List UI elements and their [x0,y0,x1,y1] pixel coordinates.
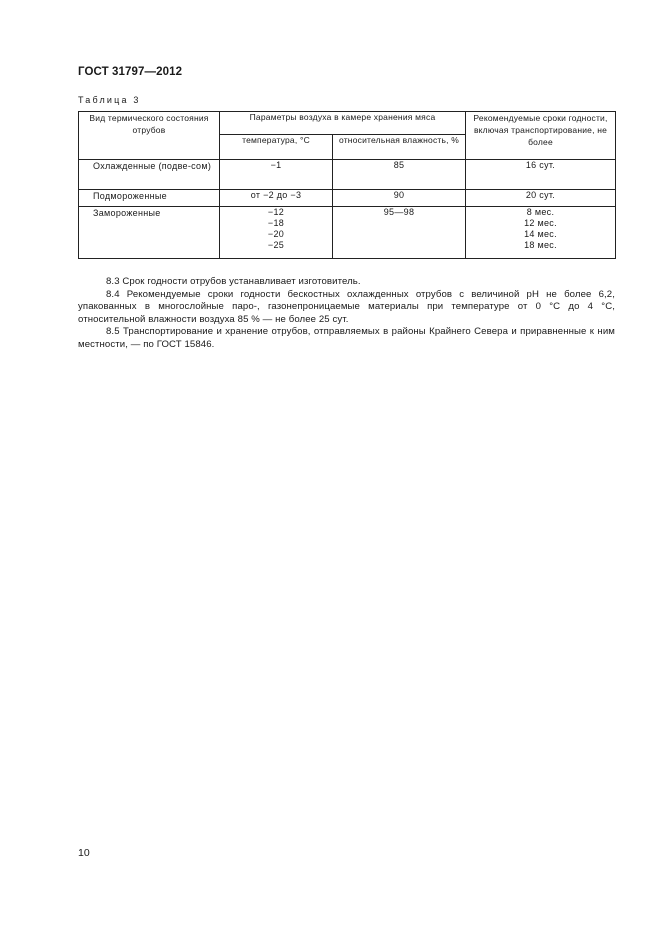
header-terms: Рекомендуемые сроки годности, включая транспортирование, не более [466,112,616,160]
header-params: Параметры воздуха в камере хранения мяса [220,112,466,135]
term-value: 18 мес. [524,240,557,250]
row-kind-cell [79,190,220,207]
row-kind: Охлажденные (подве-сом) [93,161,212,171]
term-value: 20 сут. [525,190,556,200]
temperature-value: −1 [270,160,282,170]
table-caption: Таблица 3 [78,95,141,105]
temperature-value: −12 [267,207,285,217]
paragraph-8-5: 8.5 Транспортирование и хранение отрубов, отправляемых в районы Крайнего Севера и приравненные к ним местности, — по ГОСТ 15846. [78,326,615,350]
row-kind-cell [79,207,220,259]
temperature-value: −18 [267,218,285,228]
paragraph-8-4: 8.4 Рекомендуемые сроки годности бескостных охлажденных отрубов с величиной pH не более 6,2, упакованных в многослойные паро-, газонепроницаемые материалы при температуре от 0 °С до 4 °С, относительной влажности воздуха 85 % — не более 25 сут. [78,288,615,325]
term-value: 8 мес. [526,207,555,217]
row-temperature [220,160,333,190]
table-row [79,190,616,207]
row-temperature [220,190,333,207]
row-terms [466,160,616,190]
temperature-value: −20 [267,229,285,239]
temperature-value: −25 [267,240,285,250]
row-terms [466,190,616,207]
table-row [79,160,616,190]
term-value: 16 сут. [525,160,556,170]
row-humidity: 90 [333,190,466,207]
header-kind: Вид термического состояния отрубов [79,112,220,160]
row-kind-cell [79,160,220,190]
term-value: 14 мес. [524,229,557,239]
storage-table [78,111,616,259]
page-number: 10 [78,847,90,859]
table-row [79,207,616,259]
row-temperature [220,207,333,259]
paragraph-8-3: 8.3 Срок годности отрубов устанавливает изготовитель. [106,276,361,287]
row-humidity: 95—98 [333,207,466,259]
term-value: 12 мес. [524,218,557,228]
header-humidity: относительная влажность, % [333,135,466,160]
row-kind: Замороженные [93,208,161,218]
temperature-value: от −2 до −3 [250,190,302,200]
standard-title: ГОСТ 31797—2012 [78,66,183,78]
body-text [78,276,615,352]
row-kind: Подмороженные [93,191,167,201]
row-humidity: 85 [333,160,466,190]
row-terms [466,207,616,259]
header-temperature: температура, °С [220,135,333,160]
